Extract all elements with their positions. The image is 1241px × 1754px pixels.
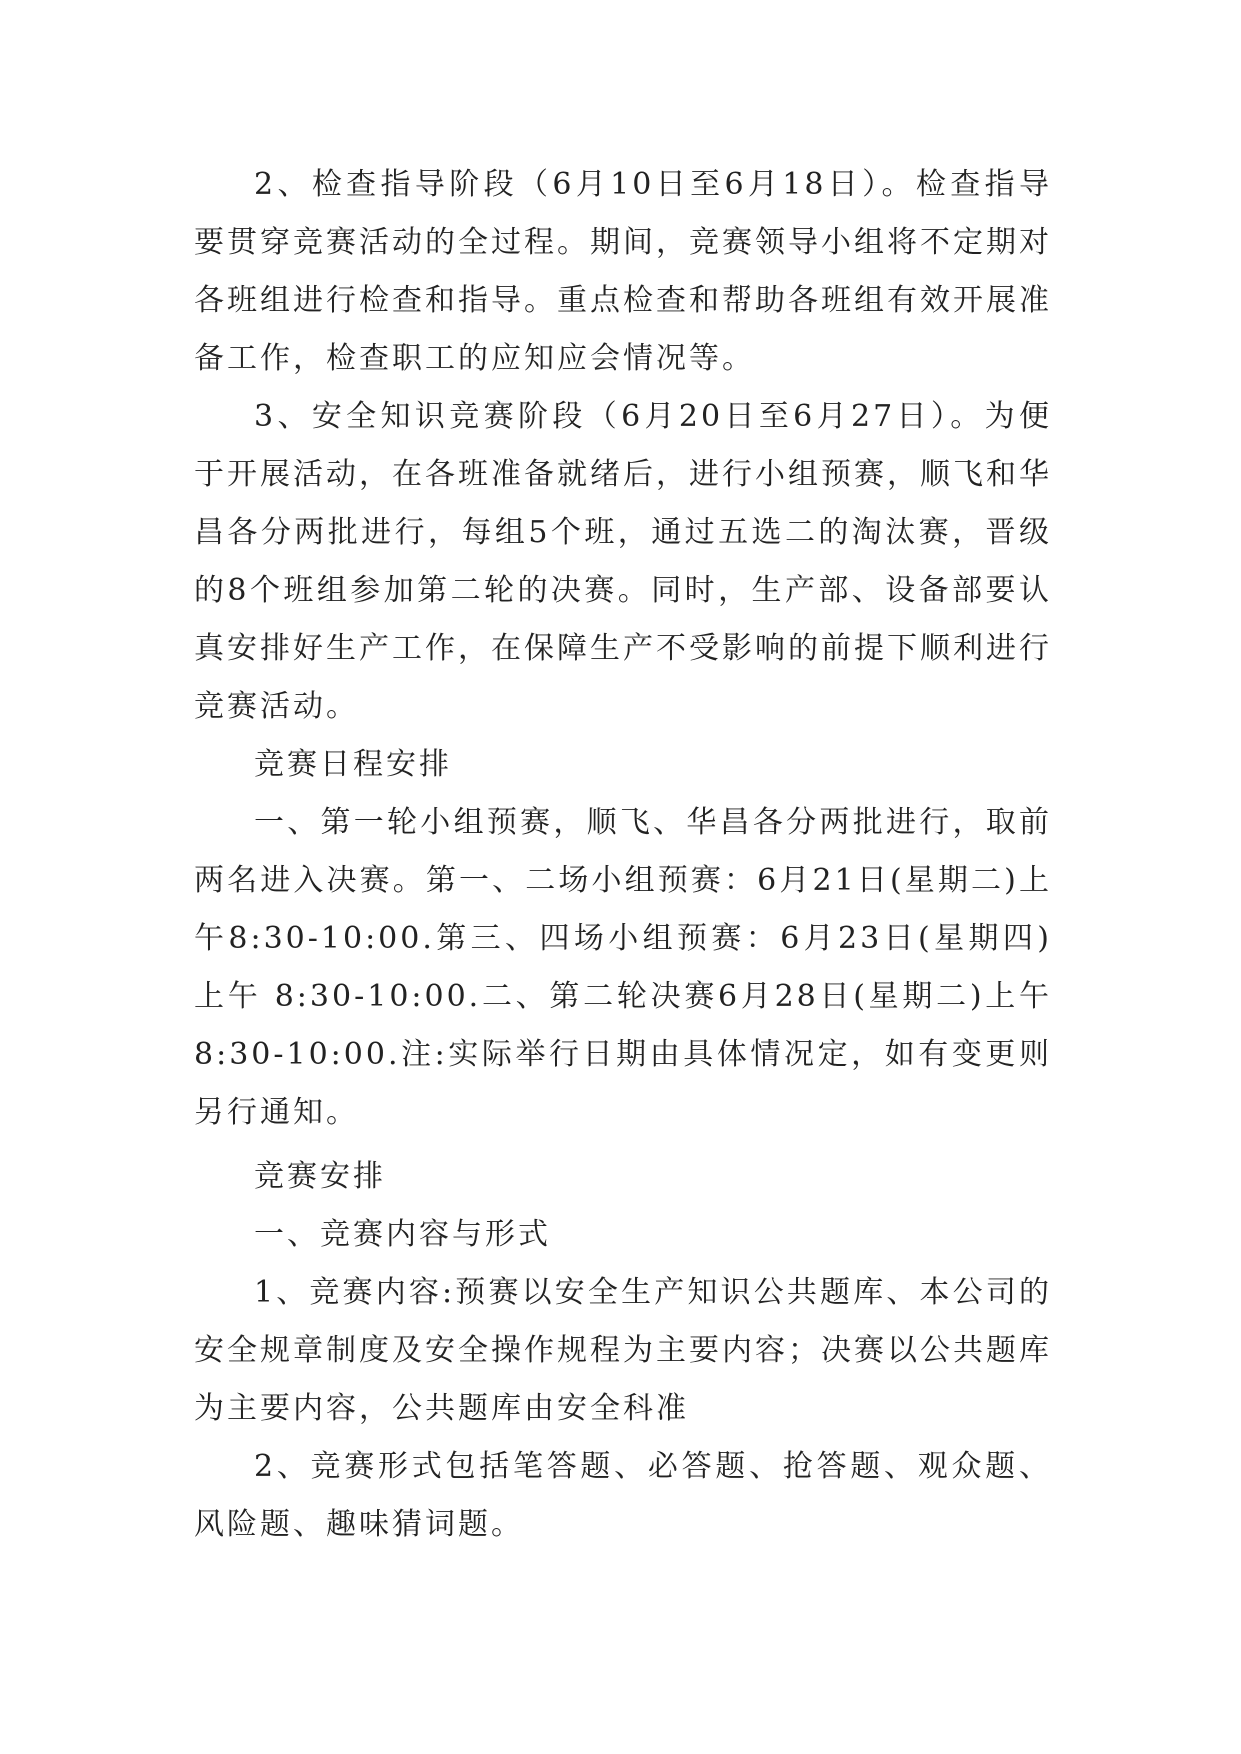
- paragraph-form: 2、竞赛形式包括笔答题、必答题、抢答题、观众题、风险题、趣味猜词题。: [194, 1449, 1052, 1542]
- paragraph-schedule-details: 一、第一轮小组预赛，顺飞、华昌各分两批进行，取前两名进入决赛。第一、二场小组预赛：6月21日(星期二)上午8:30-10:00.第三、四场小组预赛：6月23日(星期四)上午 8:30-10:00.二、第二轮决赛6月28日(星期二)上午8:30-10:00.注:实际举行日期由具体情况定，如有变更则另行通知。: [194, 805, 1052, 1130]
- heading-arrangement: 竞赛安排: [254, 1159, 386, 1194]
- paragraph-inspection-stage: 2、检查指导阶段（6月10日至6月18日）。检查指导要贯穿竞赛活动的全过程。期间，竞赛领导小组将不定期对各班组进行检查和指导。重点检查和帮助各班组有效开展准备工作，检查职工的应知应会情况等。: [194, 167, 1052, 376]
- paragraph-content: 1、竞赛内容:预赛以安全生产知识公共题库、本公司的安全规章制度及安全操作规程为主要内容；决赛以公共题库为主要内容，公共题库由安全科准: [194, 1275, 1052, 1426]
- heading-schedule: 竞赛日程安排: [254, 747, 452, 782]
- document-page: [194, 156, 1052, 1554]
- heading-content-and-form: 一、竞赛内容与形式: [254, 1217, 551, 1252]
- paragraph-competition-stage: 3、安全知识竞赛阶段（6月20日至6月27日）。为便于开展活动，在各班准备就绪后，进行小组预赛，顺飞和华昌各分两批进行，每组5个班，通过五选二的淘汰赛，晋级的8个班组参加第二轮的决赛。同时，生产部、设备部要认真安排好生产工作，在保障生产不受影响的前提下顺利进行竞赛活动。: [194, 399, 1052, 724]
